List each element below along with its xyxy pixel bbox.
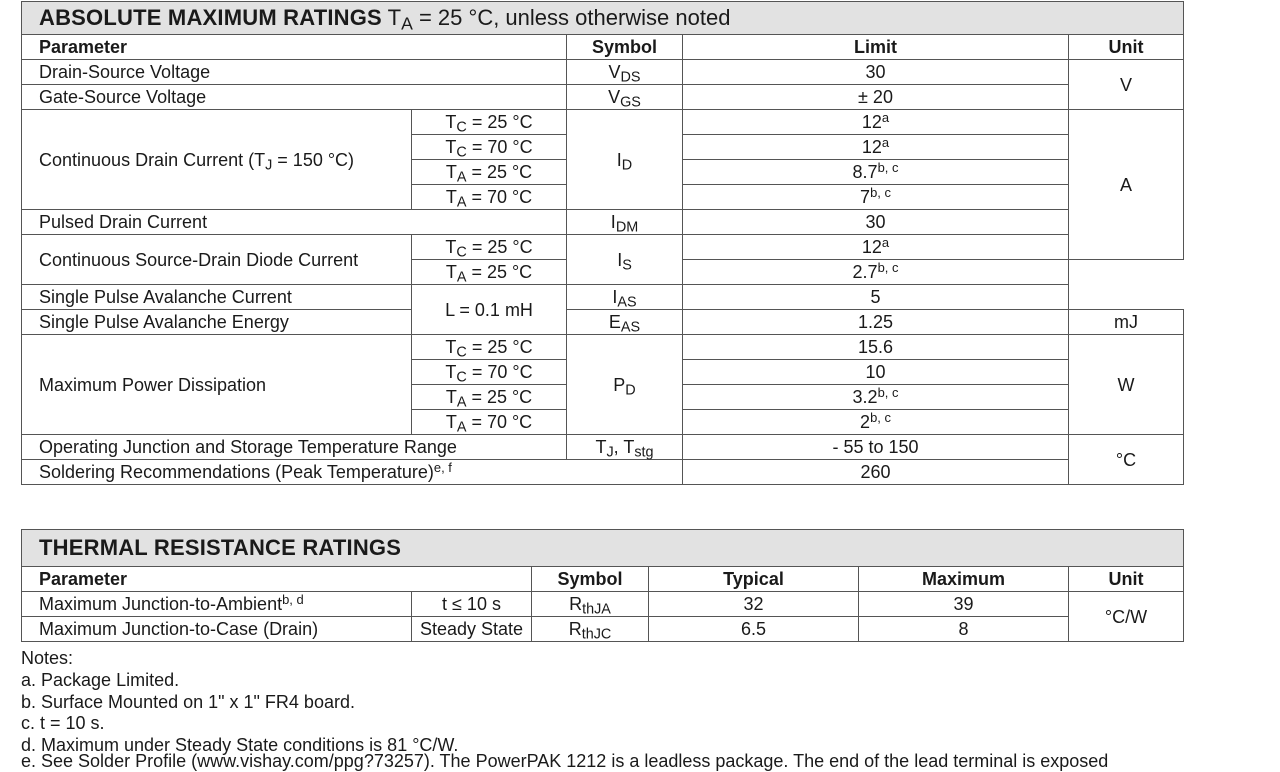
maximum-cell: 39 — [859, 592, 1069, 617]
table-row — [22, 592, 1184, 617]
symbol-cell: $V_{DS}$ — [567, 60, 683, 85]
table-row — [22, 210, 1184, 235]
limit-cell: 2$^{b, c}$ — [683, 410, 1069, 435]
limit-cell: 10 — [683, 360, 1069, 385]
condition-cell: L = 0.1 mH — [412, 285, 567, 335]
param-cell: Single Pulse Avalanche Current — [22, 285, 412, 310]
symbol-cell: $V_{GS}$ — [567, 85, 683, 110]
symbol-cell: $I_S$ — [567, 235, 683, 285]
condition-cell: $T_A = 25$ °C — [412, 385, 567, 410]
maximum-cell: 8 — [859, 617, 1069, 642]
table-row — [22, 310, 1184, 335]
limit-cell: - 55 to 150 — [683, 435, 1069, 460]
note-item: a. Package Limited. — [21, 669, 180, 690]
symbol-cell: $P_D$ — [567, 335, 683, 435]
limit-cell: 12$^a$ — [683, 135, 1069, 160]
param-cell: Drain-Source Voltage — [22, 60, 567, 85]
param-cell: Maximum Junction-to-Case (Drain) — [22, 617, 412, 642]
param-cell: Continuous Source-Drain Diode Current — [22, 235, 412, 285]
limit-cell: 15.6 — [683, 335, 1069, 360]
thermal-resistance-table — [21, 529, 1184, 642]
table-row — [22, 460, 1184, 485]
symbol-cell: $T_J$, $T_{stg}$ — [567, 435, 683, 460]
limit-cell: 3.2$^{b, c}$ — [683, 385, 1069, 410]
param-cell: Single Pulse Avalanche Energy — [22, 310, 412, 335]
unit-cell: W — [1069, 335, 1184, 435]
col-unit: Unit — [1069, 35, 1184, 60]
limit-cell: 12$^a$ — [683, 110, 1069, 135]
col-symbol: Symbol — [532, 567, 649, 592]
note-item: b. Surface Mounted on 1" x 1" FR4 board. — [21, 691, 355, 712]
table-row — [22, 60, 1184, 85]
note-item: c. t = 10 s. — [21, 713, 105, 734]
param-cell: Maximum Power Dissipation — [22, 335, 412, 435]
table-row — [22, 110, 1184, 135]
param-cell: Soldering Recommendations (Peak Temperature)$^{e, f}$ — [22, 460, 683, 485]
col-maximum: Maximum — [859, 567, 1069, 592]
limit-cell: 8.7$^{b, c}$ — [683, 160, 1069, 185]
symbol-cell: $R_{thJA}$ — [532, 592, 649, 617]
limit-cell: 12$^a$ — [683, 235, 1069, 260]
condition-cell: $T_C = 25$ °C — [412, 235, 567, 260]
table-row — [22, 235, 1184, 260]
symbol-cell: $R_{thJC}$ — [532, 617, 649, 642]
col-limit: Limit — [683, 35, 1069, 60]
condition-cell: $T_C = 25$ °C — [412, 335, 567, 360]
symbol-cell: $E_{AS}$ — [567, 310, 683, 335]
limit-cell: 30 — [683, 210, 1069, 235]
condition-cell: $T_C = 70$ °C — [412, 360, 567, 385]
col-parameter: Parameter — [22, 35, 567, 60]
limit-cell: ± 20 — [683, 85, 1069, 110]
limit-cell: 30 — [683, 60, 1069, 85]
condition-cell: $T_A = 25$ °C — [412, 260, 567, 285]
col-symbol: Symbol — [567, 35, 683, 60]
symbol-cell: $I_{DM}$ — [567, 210, 683, 235]
table-row — [22, 435, 1184, 460]
symbol-cell: $I_D$ — [567, 110, 683, 210]
param-cell: Gate-Source Voltage — [22, 85, 567, 110]
col-typical: Typical — [649, 567, 859, 592]
param-cell: Pulsed Drain Current — [22, 210, 567, 235]
table-row — [22, 85, 1184, 110]
limit-cell: 1.25 — [683, 310, 1069, 335]
symbol-cell: $I_{AS}$ — [567, 285, 683, 310]
limit-cell: 5 — [683, 285, 1069, 310]
condition-cell: $T_A = 70$ °C — [412, 185, 567, 210]
typical-cell: 6.5 — [649, 617, 859, 642]
condition-cell: $T_A = 25$ °C — [412, 160, 567, 185]
unit-cell: °C/W — [1069, 592, 1184, 642]
table-row — [22, 335, 1184, 360]
table-row — [22, 617, 1184, 642]
table-row — [22, 285, 1184, 310]
typical-cell: 32 — [649, 592, 859, 617]
note-item-cut-off: e. See Solder Profile (www.vishay.com/ppg?73257). The PowerPAK 1212 is a leadless package. The end of the lead terminal is exposed — [21, 751, 1109, 771]
condition-cell: t ≤ 10 s — [412, 592, 532, 617]
col-parameter: Parameter — [22, 567, 532, 592]
param-cell: Operating Junction and Storage Temperature Range — [22, 435, 567, 460]
unit-cell: A — [1069, 110, 1184, 260]
condition-cell: $T_C = 70$ °C — [412, 135, 567, 160]
limit-cell: 2.7$^{b, c}$ — [683, 260, 1069, 285]
absolute-maximum-ratings-table — [21, 1, 1184, 485]
notes-section — [21, 648, 458, 757]
condition-cell: Steady State — [412, 617, 532, 642]
param-cell: Continuous Drain Current ($T_J = 150$ °C) — [22, 110, 412, 210]
param-cell: Maximum Junction-to-Ambient$^{b, d}$ — [22, 592, 412, 617]
limit-cell: 7$^{b, c}$ — [683, 185, 1069, 210]
note-item: d. Maximum under Steady State conditions is 81 °C/W. — [21, 735, 459, 756]
limit-cell: 260 — [683, 460, 1069, 485]
unit-cell: mJ — [1069, 310, 1184, 335]
unit-cell: V — [1069, 60, 1184, 110]
thermal-table-title: THERMAL RESISTANCE RATINGS — [22, 530, 1184, 567]
condition-cell: $T_A = 70$ °C — [412, 410, 567, 435]
condition-cell: $T_C = 25$ °C — [412, 110, 567, 135]
unit-cell: °C — [1069, 435, 1184, 485]
abs-table-title: ABSOLUTE MAXIMUM RATINGS $T_A = 25$ °C, unless otherwise noted — [22, 2, 1184, 35]
notes-heading: Notes: — [21, 648, 74, 668]
col-unit: Unit — [1069, 567, 1184, 592]
